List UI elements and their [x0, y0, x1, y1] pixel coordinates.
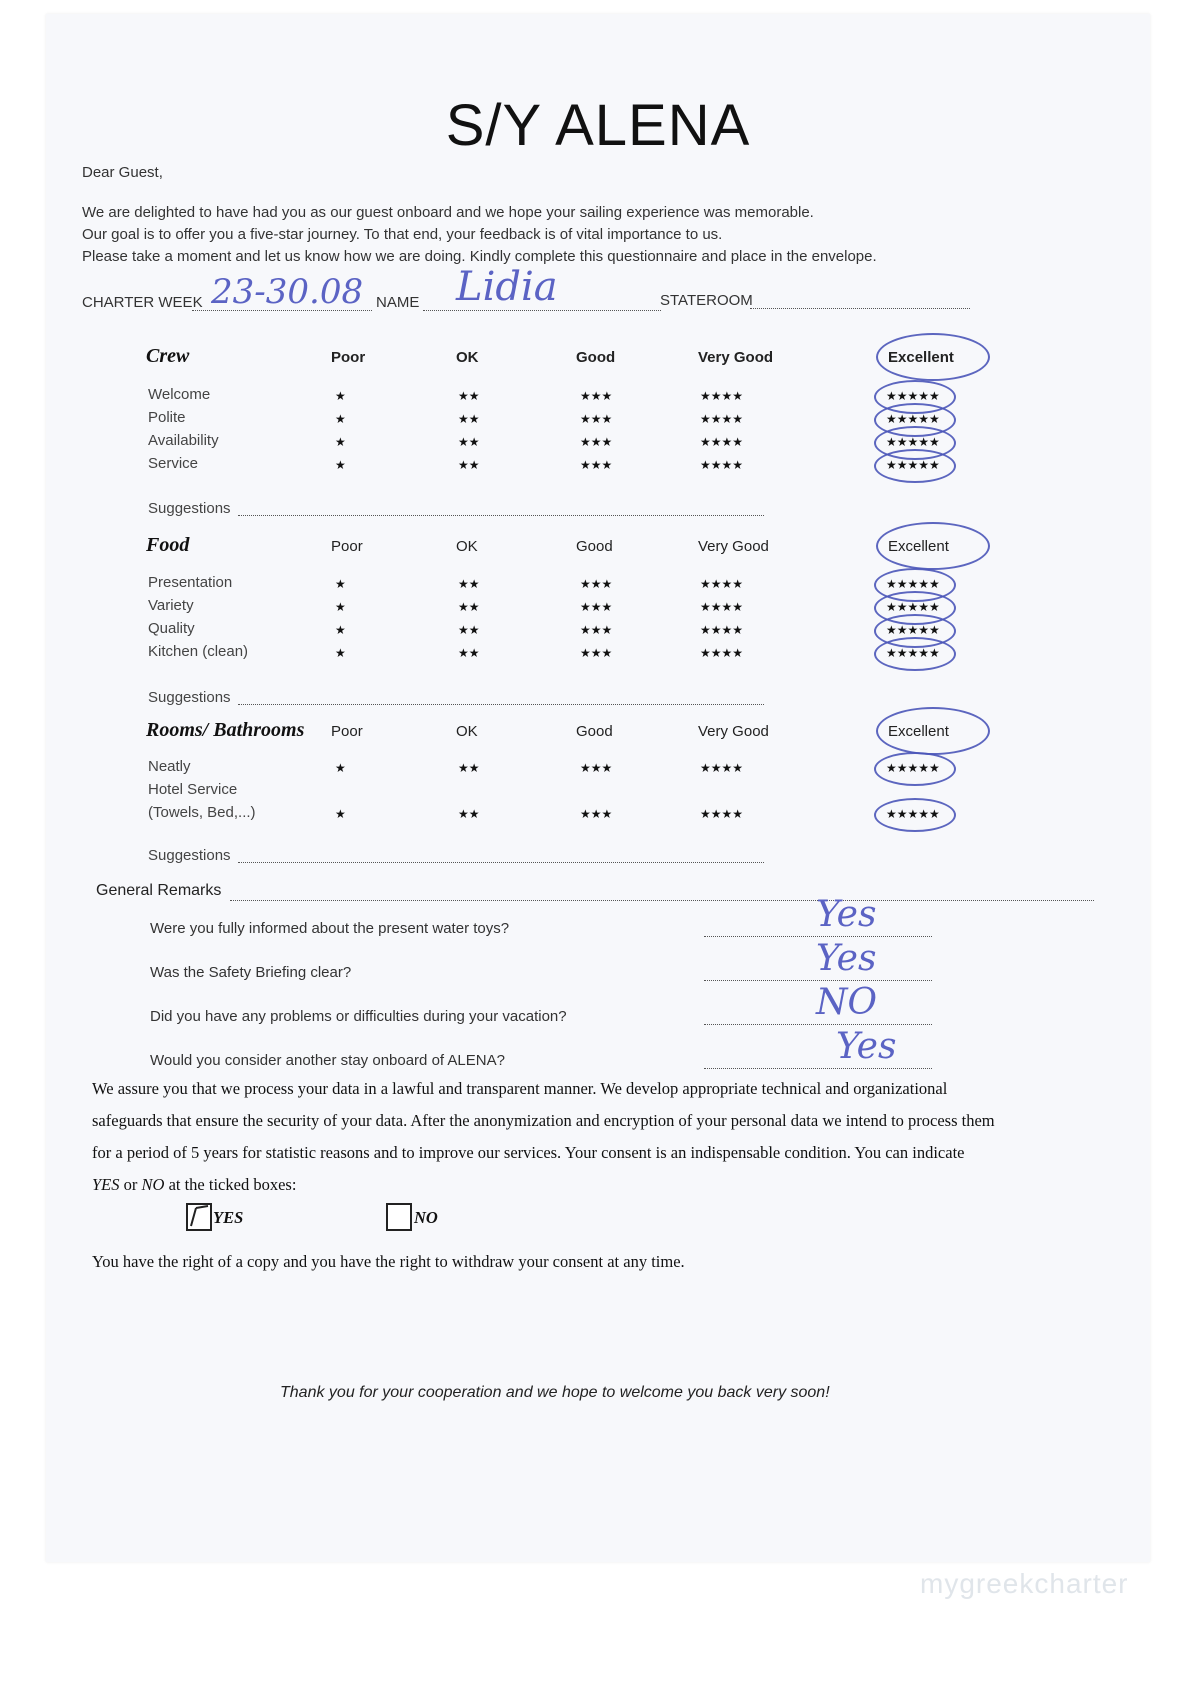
general-remarks-line[interactable] [230, 900, 1094, 901]
rating-option-5-stars[interactable]: ★★★★★ [886, 623, 940, 637]
rating-row-label: Polite [148, 409, 186, 426]
rating-row-label: Hotel Service [148, 781, 238, 798]
rating-option-4-stars[interactable]: ★★★★ [700, 412, 744, 426]
rating-option-1-stars[interactable]: ★ [335, 412, 346, 426]
rating-option-1-stars[interactable]: ★ [335, 623, 346, 637]
rating-row-label: Availability [148, 432, 219, 449]
privacy-yes-word: YES [92, 1175, 120, 1194]
section-title-2: Rooms/ Bathrooms [146, 719, 305, 741]
rating-row-label: Service [148, 455, 199, 472]
rating-option-2-stars[interactable]: ★★ [458, 807, 480, 821]
rating-header-poor: Poor [331, 349, 366, 366]
question-text: Would you consider another stay onboard of ALENA? [150, 1052, 505, 1069]
intro-line-3: Please take a moment and let us know how we are doing. Kindly complete this questionnaire and place in the envelope. [82, 248, 877, 265]
rating-option-1-stars[interactable]: ★ [335, 600, 346, 614]
rating-header-ok: OK [456, 538, 478, 555]
excellent-header-circle [876, 333, 990, 381]
suggestions-label: Suggestions [148, 689, 231, 706]
question-text: Were you fully informed about the present water toys? [150, 920, 510, 937]
rating-option-2-stars[interactable]: ★★ [458, 600, 480, 614]
suggestions-line[interactable] [238, 515, 764, 516]
rating-header-poor: Poor [331, 538, 363, 555]
rating-option-2-stars[interactable]: ★★ [458, 577, 480, 591]
rating-option-3-stars[interactable]: ★★★ [580, 389, 613, 403]
charter-week-label: CHARTER WEEK [82, 294, 203, 311]
rating-option-3-stars[interactable]: ★★★ [580, 761, 613, 775]
name-label: NAME [376, 294, 420, 311]
rating-option-4-stars[interactable]: ★★★★ [700, 646, 744, 660]
rating-option-4-stars[interactable]: ★★★★ [700, 389, 744, 403]
closing-message: Thank you for your cooperation and we hope to welcome you back very soon! [280, 1384, 830, 1401]
rating-option-2-stars[interactable]: ★★ [458, 458, 480, 472]
rating-header-good: Good [576, 349, 616, 366]
rating-option-5-stars[interactable]: ★★★★★ [886, 412, 940, 426]
rating-option-3-stars[interactable]: ★★★ [580, 412, 613, 426]
rating-option-2-stars[interactable]: ★★ [458, 389, 480, 403]
rating-option-2-stars[interactable]: ★★ [458, 435, 480, 449]
check-mark-icon [188, 1205, 210, 1229]
suggestions-label: Suggestions [148, 500, 231, 517]
privacy-line-3: for a period of 5 years for statistic reasons and to improve our services. Your consent is an indispensable condition. You can indicate [92, 1143, 965, 1162]
rating-option-3-stars[interactable]: ★★★ [580, 807, 613, 821]
rating-option-1-stars[interactable]: ★ [335, 807, 346, 821]
privacy-no-word: NO [141, 1175, 165, 1194]
answer-line[interactable] [704, 980, 932, 981]
answer-line[interactable] [704, 1024, 932, 1025]
rating-option-5-stars[interactable]: ★★★★★ [886, 600, 940, 614]
charter-week-value[interactable]: 23-30.08 [211, 272, 364, 312]
rating-header-ok: OK [456, 349, 479, 366]
rating-option-5-stars[interactable]: ★★★★★ [886, 807, 940, 821]
rating-option-4-stars[interactable]: ★★★★ [700, 435, 744, 449]
privacy-line-1: We assure you that we process your data in a lawful and transparent manner. We develop appropriate technical and organizational [92, 1079, 948, 1098]
rating-option-1-stars[interactable]: ★ [335, 761, 346, 775]
rating-option-4-stars[interactable]: ★★★★ [700, 600, 744, 614]
rating-option-1-stars[interactable]: ★ [335, 646, 346, 660]
rating-header-excellent: Excellent [888, 349, 954, 366]
rating-row-label: Quality [148, 620, 195, 637]
rating-option-5-stars[interactable]: ★★★★★ [886, 577, 940, 591]
rating-option-3-stars[interactable]: ★★★ [580, 577, 613, 591]
rating-header-ok: OK [456, 723, 478, 740]
selected-rating-circle [874, 637, 956, 671]
answer-line[interactable] [704, 1068, 932, 1069]
rating-option-4-stars[interactable]: ★★★★ [700, 458, 744, 472]
rating-row-label: Variety [148, 597, 194, 614]
answer-value[interactable]: Yes [816, 894, 877, 935]
excellent-header-circle [876, 522, 990, 570]
rating-header-excellent: Excellent [888, 723, 949, 740]
rating-row-label: Neatly [148, 758, 191, 775]
rating-option-2-stars[interactable]: ★★ [458, 412, 480, 426]
privacy-or-word: or [119, 1175, 142, 1194]
stateroom-label: STATEROOM [660, 292, 753, 309]
suggestions-line[interactable] [238, 704, 764, 705]
privacy-rights: You have the right of a copy and you have the right to withdraw your consent at any time. [92, 1252, 685, 1271]
name-value[interactable]: Lidia [456, 264, 558, 310]
selected-rating-circle [874, 752, 956, 786]
answer-value[interactable]: Yes [816, 938, 877, 979]
answer-line[interactable] [704, 936, 932, 937]
rating-header-very-good: Very Good [698, 538, 769, 555]
rating-option-3-stars[interactable]: ★★★ [580, 435, 613, 449]
rating-option-4-stars[interactable]: ★★★★ [700, 807, 744, 821]
rating-row-label: (Towels, Bed,...) [148, 804, 256, 821]
privacy-rest: at the ticked boxes: [164, 1175, 297, 1194]
selected-rating-circle [874, 449, 956, 483]
rating-header-poor: Poor [331, 723, 363, 740]
consent-yes-checkbox[interactable] [186, 1203, 212, 1231]
rating-option-1-stars[interactable]: ★ [335, 458, 346, 472]
rating-option-3-stars[interactable]: ★★★ [580, 600, 613, 614]
rating-option-3-stars[interactable]: ★★★ [580, 458, 613, 472]
rating-option-1-stars[interactable]: ★ [335, 389, 346, 403]
privacy-line-4 [92, 1175, 296, 1195]
rating-header-good: Good [576, 723, 613, 740]
rating-option-4-stars[interactable]: ★★★★ [700, 761, 744, 775]
suggestions-line[interactable] [238, 862, 764, 863]
excellent-header-circle [876, 707, 990, 755]
rating-header-good: Good [576, 538, 613, 555]
stateroom-line[interactable] [750, 308, 970, 309]
intro-line-2: Our goal is to offer you a five-star journey. To that end, your feedback is of vital importance to us. [82, 226, 723, 243]
rating-option-5-stars[interactable]: ★★★★★ [886, 646, 940, 660]
watermark-logo: mygreekcharter [920, 1568, 1129, 1599]
rating-option-2-stars[interactable]: ★★ [458, 761, 480, 775]
rating-option-3-stars[interactable]: ★★★ [580, 623, 613, 637]
greeting: Dear Guest, [82, 164, 163, 181]
questionnaire-paper [46, 14, 1150, 1562]
consent-no-checkbox[interactable] [386, 1203, 412, 1231]
rating-header-very-good: Very Good [698, 349, 774, 366]
intro-line-1: We are delighted to have had you as our guest onboard and we hope your sailing experience was memorable. [82, 204, 814, 221]
answer-value[interactable]: NO [816, 982, 878, 1023]
rating-option-5-stars[interactable]: ★★★★★ [886, 458, 940, 472]
rating-option-1-stars[interactable]: ★ [335, 577, 346, 591]
rating-option-4-stars[interactable]: ★★★★ [700, 623, 744, 637]
rating-option-5-stars[interactable]: ★★★★★ [886, 435, 940, 449]
privacy-line-2: safeguards that ensure the security of your data. After the anonymization and encryption of your personal data we intend to process them [92, 1111, 995, 1130]
answer-value[interactable]: Yes [836, 1026, 897, 1067]
question-text: Was the Safety Briefing clear? [150, 964, 352, 981]
rating-option-3-stars[interactable]: ★★★ [580, 646, 613, 660]
consent-no-label: NO [414, 1208, 438, 1227]
rating-option-5-stars[interactable]: ★★★★★ [886, 761, 940, 775]
general-remarks-label: General Remarks [96, 882, 222, 899]
rating-option-4-stars[interactable]: ★★★★ [700, 577, 744, 591]
section-title-1: Food [146, 534, 190, 556]
rating-row-label: Kitchen (clean) [148, 643, 249, 660]
name-line [423, 310, 661, 311]
rating-row-label: Welcome [148, 386, 211, 403]
rating-option-2-stars[interactable]: ★★ [458, 623, 480, 637]
suggestions-label: Suggestions [148, 847, 231, 864]
rating-option-1-stars[interactable]: ★ [335, 435, 346, 449]
rating-option-5-stars[interactable]: ★★★★★ [886, 389, 940, 403]
rating-option-2-stars[interactable]: ★★ [458, 646, 480, 660]
consent-yes-label: YES [213, 1208, 244, 1227]
document-title: S/Y ALENA [445, 93, 751, 158]
rating-row-label: Presentation [148, 574, 233, 591]
section-title-0: Crew [146, 345, 190, 367]
rating-header-very-good: Very Good [698, 723, 769, 740]
question-text: Did you have any problems or difficulties during your vacation? [150, 1008, 567, 1025]
rating-header-excellent: Excellent [888, 538, 949, 555]
selected-rating-circle [874, 798, 956, 832]
